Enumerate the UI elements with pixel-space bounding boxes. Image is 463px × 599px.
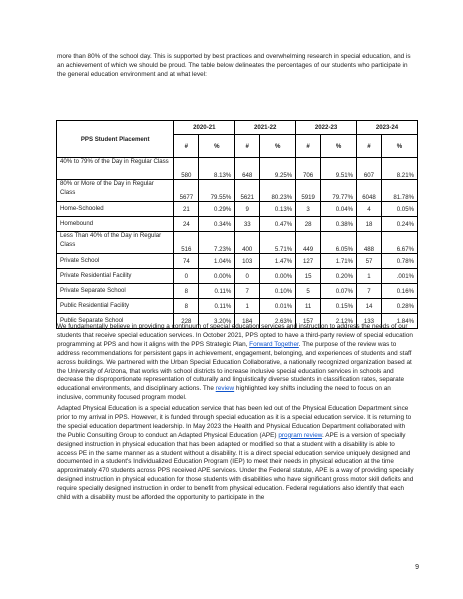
count-subheader: # bbox=[296, 135, 321, 158]
count-cell: 7 bbox=[235, 284, 260, 299]
percent-cell: 2.12% bbox=[321, 314, 357, 329]
count-cell: 0 bbox=[174, 269, 199, 284]
table-row bbox=[57, 217, 418, 232]
percent-cell: 81.78% bbox=[381, 180, 417, 202]
count-cell: 5677 bbox=[174, 180, 199, 202]
percent-cell: 0.00% bbox=[260, 269, 296, 284]
year-header: 2021-22 bbox=[235, 121, 296, 135]
count-cell: 133 bbox=[357, 314, 382, 329]
count-cell: 8 bbox=[174, 284, 199, 299]
count-cell: 57 bbox=[357, 254, 382, 269]
count-cell: 33 bbox=[235, 217, 260, 232]
percent-cell: 1.71% bbox=[321, 254, 357, 269]
placement-label: 40% to 79% of the Day in Regular Class bbox=[57, 158, 174, 180]
count-cell: 516 bbox=[174, 232, 199, 254]
percent-subheader: % bbox=[199, 135, 235, 158]
count-cell: 11 bbox=[296, 299, 321, 314]
percent-subheader: % bbox=[381, 135, 417, 158]
placement-label: Public Separate School bbox=[57, 314, 174, 329]
year-header: 2023-24 bbox=[357, 121, 418, 135]
ape-paragraph: Adapted Physical Education is a special education service that has been led out of the Physical Education Department since prior to my arrival in PPS. However, it is funded through special education as it is a special education service. It is returning to the special education department leadership. In May 2023 the Health and Physical Education Department collaborated with the Public Consulting Group to conduct an Adapted Physical Education (APE) program review. APE is a version of specially designed instruction in physical education that has been adapted or modified so that a student with a disability is able to access PE in the same manner as a student without a disability. It is a direct special education service uniquely designed and documented in a student's Individualized Education Program (IEP) to meet their needs in physical education at the time approximately 470 students across PPS received APE services. Under the Federal statute, APE is a way of providing specially designed instruction in physical education for those students with disabilities who have significant gross motor skill deficits and require specially designed instruction in order to benefit from physical education. Federal regulations also identify that each child with a disability must be afforded the opportunity to participate in the bbox=[57, 405, 414, 502]
percent-cell: 79.77% bbox=[321, 180, 357, 202]
count-cell: 184 bbox=[235, 314, 260, 329]
table-row bbox=[57, 299, 418, 314]
count-cell: 3 bbox=[296, 202, 321, 217]
count-cell: 488 bbox=[357, 232, 382, 254]
table-row bbox=[57, 284, 418, 299]
percent-cell: 0.01% bbox=[260, 299, 296, 314]
count-cell: 228 bbox=[174, 314, 199, 329]
count-cell: 648 bbox=[235, 158, 260, 180]
year-header: 2020-21 bbox=[174, 121, 235, 135]
percent-cell: 0.05% bbox=[381, 202, 417, 217]
percent-cell: 0.16% bbox=[381, 284, 417, 299]
placement-label: Homebound bbox=[57, 217, 174, 232]
count-cell: 21 bbox=[174, 202, 199, 217]
percent-cell: 80.23% bbox=[260, 180, 296, 202]
percent-cell: 79.55% bbox=[199, 180, 235, 202]
percent-cell: 9.51% bbox=[321, 158, 357, 180]
percent-cell: 0.29% bbox=[199, 202, 235, 217]
percent-cell: 0.07% bbox=[321, 284, 357, 299]
page-number: 9 bbox=[415, 564, 419, 571]
count-cell: 580 bbox=[174, 158, 199, 180]
percent-cell: 3.20% bbox=[199, 314, 235, 329]
percent-cell: 0.11% bbox=[199, 284, 235, 299]
placement-label: Private School bbox=[57, 254, 174, 269]
table-row bbox=[57, 232, 418, 254]
count-cell: 28 bbox=[296, 217, 321, 232]
percent-cell: 9.25% bbox=[260, 158, 296, 180]
placement-label: Private Separate School bbox=[57, 284, 174, 299]
count-cell: 4 bbox=[357, 202, 382, 217]
percent-cell: 5.71% bbox=[260, 232, 296, 254]
percent-cell: 0.28% bbox=[381, 299, 417, 314]
count-cell: 5919 bbox=[296, 180, 321, 202]
review-link[interactable]: review bbox=[215, 385, 235, 393]
review-paragraph: We fundamentally believe in providing a continuum of special education services and instruction to address the needs of our students that receive special education services. In October 2021, PPS opted to have a third-party review of special education programming at PPS and how it aligns with the PPS Strategic Plan, Forward Together. The purpose of the review was to address recommendations for persistent gaps in achievement, engagement, belonging, and experiences of students and staff across buildings. We partnered with the Urban Special Education Collaborative, a nationally recognized organization based at the University of Arizona, that works with school districts to increase inclusive special education services in schools and decrease the disproportionate representation of culturally and linguistically diverse students in classification rates, separate educational environments, and disciplinary actions. The review highlighted key shifts including the need to focus on an inclusive, community focused program model. bbox=[57, 323, 413, 402]
count-cell: 15 bbox=[296, 269, 321, 284]
count-cell: 103 bbox=[235, 254, 260, 269]
percent-cell: 0.13% bbox=[260, 202, 296, 217]
count-cell: 6048 bbox=[357, 180, 382, 202]
percent-cell: .001% bbox=[381, 269, 417, 284]
percent-cell: 0.20% bbox=[321, 269, 357, 284]
count-cell: 449 bbox=[296, 232, 321, 254]
percent-cell: 7.23% bbox=[199, 232, 235, 254]
percent-cell: 0.11% bbox=[199, 299, 235, 314]
table-row bbox=[57, 269, 418, 284]
percent-cell: 1.47% bbox=[260, 254, 296, 269]
percent-cell: 0.00% bbox=[199, 269, 235, 284]
count-cell: 9 bbox=[235, 202, 260, 217]
count-cell: 74 bbox=[174, 254, 199, 269]
percent-cell: 0.04% bbox=[321, 202, 357, 217]
percent-subheader: % bbox=[260, 135, 296, 158]
count-cell: 24 bbox=[174, 217, 199, 232]
count-cell: 1 bbox=[235, 299, 260, 314]
percent-cell: 0.10% bbox=[260, 284, 296, 299]
program-review-link[interactable]: program review bbox=[278, 431, 323, 439]
placement-label: Home-Schooled bbox=[57, 202, 174, 217]
percent-cell: 8.21% bbox=[381, 158, 417, 180]
count-cell: 5 bbox=[296, 284, 321, 299]
count-cell: 14 bbox=[357, 299, 382, 314]
table-row bbox=[57, 180, 418, 202]
count-cell: 18 bbox=[357, 217, 382, 232]
count-cell: 607 bbox=[357, 158, 382, 180]
placement-header: PPS Student Placement bbox=[57, 121, 174, 158]
percent-cell: 0.78% bbox=[381, 254, 417, 269]
intro-paragraph: more than 80% of the school day. This is supported by best practices and overwhelming research in special education, and is an achievement of which we should be proud. The table below delineates the percentages of our students who participate in the general education environment and at what level: bbox=[57, 53, 411, 78]
count-cell: 706 bbox=[296, 158, 321, 180]
count-subheader: # bbox=[174, 135, 199, 158]
percent-cell: 1.84% bbox=[381, 314, 417, 329]
forward-together-link[interactable]: Forward Together bbox=[249, 340, 299, 348]
placement-label: Less Than 40% of the Day in Regular Class bbox=[57, 232, 174, 254]
count-cell: 5621 bbox=[235, 180, 260, 202]
count-cell: 1 bbox=[357, 269, 382, 284]
count-cell: 8 bbox=[174, 299, 199, 314]
percent-cell: 0.15% bbox=[321, 299, 357, 314]
placement-label: 80% or More of the Day in Regular Class bbox=[57, 180, 174, 202]
table-row bbox=[57, 202, 418, 217]
count-cell: 7 bbox=[357, 284, 382, 299]
year-header: 2022-23 bbox=[296, 121, 357, 135]
percent-cell: 2.63% bbox=[260, 314, 296, 329]
placement-label: Public Residential Facility bbox=[57, 299, 174, 314]
percent-cell: 6.05% bbox=[321, 232, 357, 254]
count-cell: 400 bbox=[235, 232, 260, 254]
placement-label: Private Residential Facility bbox=[57, 269, 174, 284]
percent-cell: 0.47% bbox=[260, 217, 296, 232]
percent-cell: 6.67% bbox=[381, 232, 417, 254]
count-subheader: # bbox=[235, 135, 260, 158]
percent-cell: 0.34% bbox=[199, 217, 235, 232]
percent-subheader: % bbox=[321, 135, 357, 158]
table-row bbox=[57, 158, 418, 180]
percent-cell: 1.04% bbox=[199, 254, 235, 269]
count-cell: 0 bbox=[235, 269, 260, 284]
count-cell: 127 bbox=[296, 254, 321, 269]
placement-table bbox=[56, 120, 418, 329]
count-subheader: # bbox=[357, 135, 382, 158]
table-row bbox=[57, 254, 418, 269]
percent-cell: 8.13% bbox=[199, 158, 235, 180]
count-cell: 157 bbox=[296, 314, 321, 329]
percent-cell: 0.38% bbox=[321, 217, 357, 232]
percent-cell: 0.24% bbox=[381, 217, 417, 232]
